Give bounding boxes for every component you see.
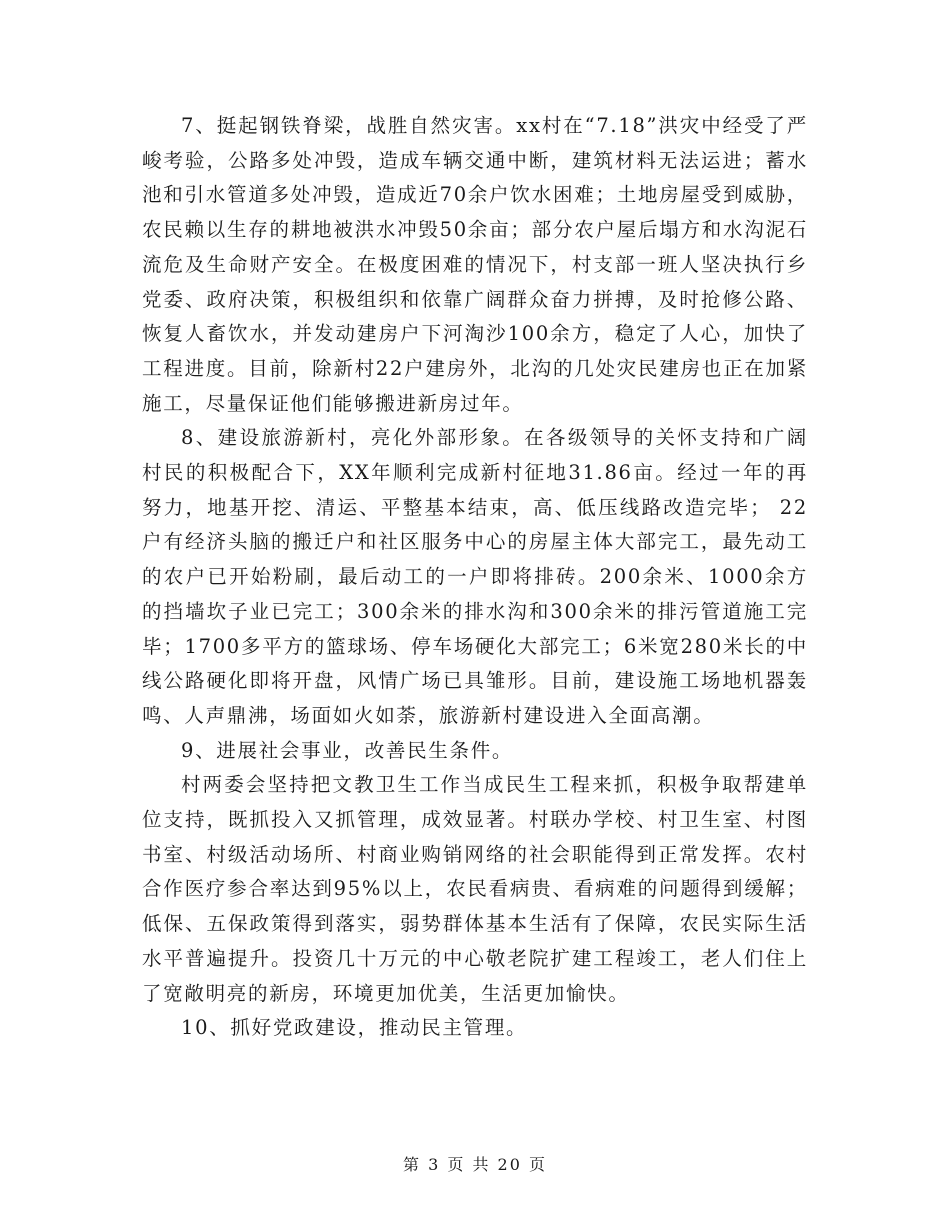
paragraph-disaster-relief: 7、挺起钢铁脊梁，战胜自然灾害。xx村在“7.18”洪灾中经受了严峻考验，公路多处冲毁，造成车辆交通中断，建筑材料无法运进；蓄水池和引水管道多处冲毁，造成近70余户饮水困难；土地房屋受到威胁，农民赖以生存的耕地被洪水冲毁50余亩；部分农户屋后塌方和水沟泥石流危及生命财产安全。在极度困难的情况下，村支部一班人坚决执行乡党委、政府决策，积极组织和依靠广阔群众奋力拼搏，及时抢修公路、恢复人畜饮水，并发动建房户下河淘沙100余方，稳定了人心，加快了工程进度。目前，除新村22户建房外，北沟的几处灾民建房也正在加紧施工，尽量保证他们能够搬进新房过年。 (142, 114, 808, 415)
document-body (142, 109, 808, 1046)
paragraph-social-details: 村两委会坚持把文教卫生工作当成民生工程来抓，积极争取帮建单位支持，既抓投入又抓管理，成效显著。村联办学校、村卫生室、村图书室、村级活动场所、村商业购销网络的社会职能得到正常发挥。农村合作医疗参合率达到95%以上，农民看病贵、看病难的问题得到缓解；低保、五保政策得到落实，弱势群体基本生活有了保障，农民实际生活水平普遍提升。投资几十万元的中心敬老院扩建工程竣工，老人们住上了宽敞明亮的新房，环境更加优美，生活更加愉快。 (142, 773, 808, 1005)
paragraph-tourism-village: 8、建设旅游新村，亮化外部形象。在各级领导的关怀支持和广阔村民的积极配合下，XX年顺利完成新村征地31.86亩。经过一年的再努力，地基开挖、清运、平整基本结束，高、低压线路改造完毕； 22户有经济头脑的搬迁户和社区服务中心的房屋主体大部完工，最先动工的农户已开始粉刷，最后动工的一户即将排砖。200余米、1000余方的挡墙坎子业已完工；300余米的排水沟和300余米的排污管道施工完毕；1700多平方的篮球场、停车场硬化大部完工；6米宽280米长的中线公路硬化即将开盘，风情广场已具雏形。目前，建设施工场地机器轰鸣、人声鼎沸，场面如火如荼，旅游新村建设进入全面高潮。 (142, 426, 808, 727)
paragraph-social-heading: 9、进展社会事业，改善民生条件。 (181, 738, 514, 762)
page-number-footer: 第 3 页 共 20 页 (403, 1155, 547, 1174)
paragraph-party-building: 10、抓好党政建设，推动民主管理。 (181, 1016, 528, 1040)
